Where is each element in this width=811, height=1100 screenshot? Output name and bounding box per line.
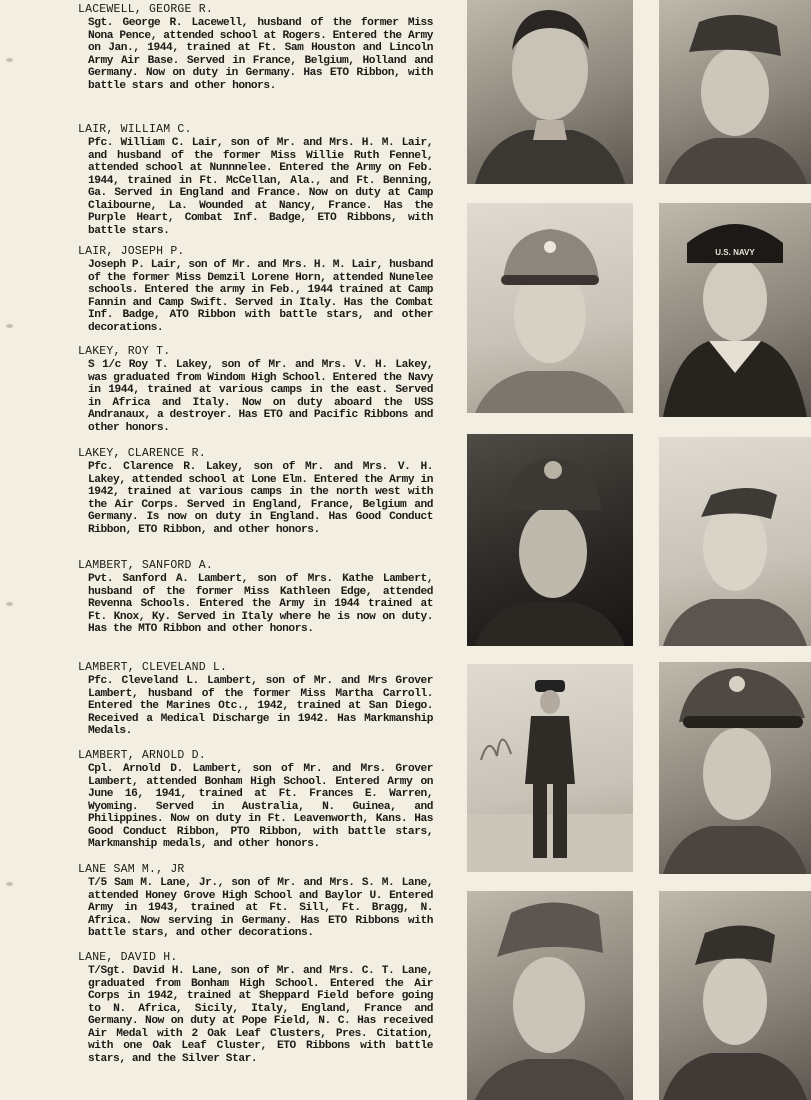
entry-lacewell-george — [78, 3, 433, 92]
portrait-figure — [467, 203, 633, 413]
entry-name: LACEWELL, GEORGE R. — [78, 3, 213, 16]
portrait-figure — [659, 891, 811, 1100]
entry-bio: Cpl. Arnold D. Lambert, son of Mr. and Mrs. Grover Lambert, attended Bonham High School. Entered Army on June 16, 1941, trained at Ft. Frances E. Warren, Wyoming. Served in Australia, N. Guinea, and Philippines. Now on duty in Ft. Leavenworth, Kans. Has Good Conduct Ribbon, PTO Ribbon, with battle stars, Markmanship medals, and other honors. — [88, 763, 433, 850]
entry-bio: Sgt. George R. Lacewell, husband of the former Miss Nona Pence, attended school at Rogers. Entered the Army on Jan., 1944, trained at Ft. Sam Houston and Lincoln Army Air Base. Served in France, Belgium, Holland and Germany. Now on duty in Germany. Has ETO Ribbon, with battle stars and other honors. — [88, 17, 433, 92]
entry-name: LANE SAM M., JR — [78, 863, 185, 876]
entry-name: LANE, DAVID H. — [78, 951, 178, 964]
binder-hole — [6, 602, 13, 606]
entry-name: LAMBERT, ARNOLD D. — [78, 749, 206, 762]
entry-lane-sam — [78, 863, 433, 940]
entry-lair-joseph — [78, 245, 433, 334]
portrait-figure — [659, 203, 811, 417]
entry-lambert-arnold — [78, 749, 433, 851]
portrait-photo — [467, 434, 633, 646]
entry-lane-david — [78, 951, 433, 1065]
portrait-photo — [467, 0, 633, 184]
portrait-figure — [659, 437, 811, 646]
entry-name: LAMBERT, SANFORD A. — [78, 559, 213, 572]
portrait-figure — [467, 434, 633, 646]
entry-bio: Joseph P. Lair, son of Mr. and Mrs. H. M. Lair, husband of the former Miss Demzil Lorene Horn, attended Nunelee schools. Entered the army in Feb., 1944 trained at Camp Fannin and Camp Swift. Served in Italy. Has the Combat Inf. Badge, ATO Ribbon with battle stars, and other decorations. — [88, 259, 433, 334]
entry-lambert-sanford — [78, 559, 433, 636]
entry-bio: T/5 Sam M. Lane, Jr., son of Mr. and Mrs. S. M. Lane, attended Honey Grove High School and Baylor U. Entered Army in 1943, trained at Ft. Sill, Ft. Bragg, N. Africa. Now serving in Germany. Has ETO Ribbons with battle stars, and other decorations. — [88, 877, 433, 939]
full-length-photo — [467, 664, 633, 872]
entry-bio: Pfc. William C. Lair, son of Mr. and Mrs. H. M. Lair, and husband of the former Miss Willie Ruth Fennel, attended school at Nunnnelee. Entered the Army on Feb. 1944, trained in Ft. McCellan, Ala., and Ft. Benning, Ga. Served in England and France. Now on duty at Camp Claibourne, La. Wounded at Nancy, France. Has the Purple Heart, Combat Inf. Badge, ETO Ribbons, with battle stars. — [88, 137, 433, 237]
entry-name: LAKEY, CLARENCE R. — [78, 447, 206, 460]
portrait-photo — [467, 203, 633, 413]
navy-cap-text: U.S. NAVY — [715, 248, 755, 257]
entry-bio: Pvt. Sanford A. Lambert, son of Mrs. Kathe Lambert, husband of the former Miss Kathleen Edge, attended Revenna Schools. Entered the Army in 1944 trained at Ft. Knox, Ky. Served in Italy where he is now on duty. Has the MTO Ribbon and other honors. — [88, 573, 433, 635]
portrait-photo — [659, 203, 811, 417]
entry-lakey-roy — [78, 345, 433, 434]
portrait-figure — [659, 0, 811, 184]
entry-lambert-cleveland — [78, 661, 433, 738]
binder-hole — [6, 324, 13, 328]
portrait-photo — [467, 891, 633, 1100]
portrait-figure — [659, 662, 811, 874]
entry-bio: T/Sgt. David H. Lane, son of Mr. and Mrs. C. T. Lane, graduated from Bonham High School. Entered the Air Corps in 1942, trained at Sheppard Field before going to N. Africa, Sicily, Italy, England, France and Germany. Now on duty at Pope Field, N. C. Has received Air Medal with 2 Oak Leaf Clusters, Pres. Citation, with one Oak Leaf Cluster, ETO Ribbons with battle stars, and the Silver Star. — [88, 965, 433, 1065]
portrait-photo — [659, 662, 811, 874]
entry-lair-william — [78, 123, 433, 237]
entry-lakey-clarence — [78, 447, 433, 536]
portrait-figure — [467, 0, 633, 184]
entry-name: LAIR, JOSEPH P. — [78, 245, 185, 258]
entry-name: LAIR, WILLIAM C. — [78, 123, 192, 136]
entry-name: LAMBERT, CLEVELAND L. — [78, 661, 228, 674]
binder-hole — [6, 882, 13, 886]
binder-hole — [6, 58, 13, 62]
portrait-figure — [467, 891, 633, 1100]
portrait-photo — [659, 891, 811, 1100]
entry-bio: Pfc. Clarence R. Lakey, son of Mr. and Mrs. V. H. Lakey, attended school at Lone Elm. Entered the Army in 1942, trained at various camps in the north west with the Air Corps. Served in England, France, Belgium and Germany. Is now on duty in England. Has Good Conduct Ribbon, ETO Ribbon, and other honors. — [88, 461, 433, 536]
entry-bio: S 1/c Roy T. Lakey, son of Mr. and Mrs. V. H. Lakey, was graduated from Windom High School. Entered the Navy in 1944, trained at various camps in the east. Served in Africa and Italy. Now on duty aboard the USS Andranaux, a destroyer. Has ETO and Pacific Ribbons and other honors. — [88, 359, 433, 434]
binder-holes — [6, 0, 16, 1100]
full-length-figure — [467, 664, 633, 872]
entry-bio: Pfc. Cleveland L. Lambert, son of Mr. and Mrs Grover Lambert, husband of the former Miss Martha Carroll. Entered the Marines Otc., 1942, trained at San Diego. Received a Medical Discharge in 1942. Has Markmanship Medals. — [88, 675, 433, 737]
entry-name: LAKEY, ROY T. — [78, 345, 171, 358]
portrait-photo — [659, 0, 811, 184]
portrait-photo — [659, 437, 811, 646]
